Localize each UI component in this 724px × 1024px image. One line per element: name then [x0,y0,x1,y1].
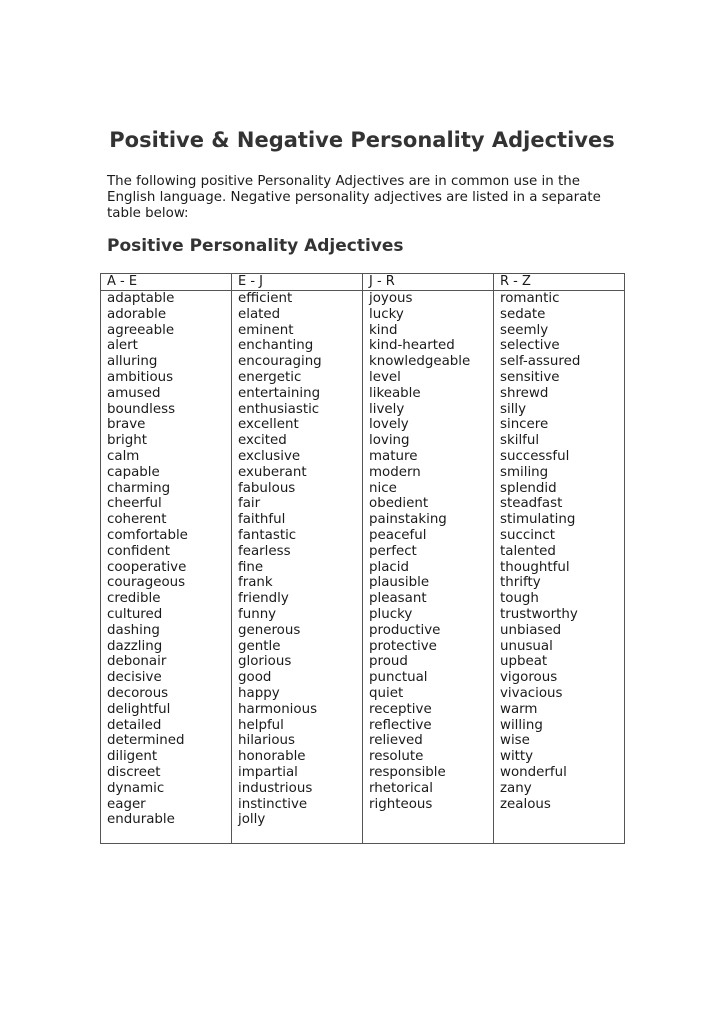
list-item: vigorous [500,670,558,686]
list-item: loving [369,433,410,449]
list-item: excellent [238,417,299,433]
list-item: upbeat [500,654,548,670]
list-item: brave [107,417,146,433]
list-item: alert [107,338,138,354]
list-item: silly [500,401,527,417]
list-item: funny [238,606,277,622]
list-item: vivacious [500,685,563,701]
list-item: amused [107,385,161,401]
list-item: coherent [107,512,167,528]
list-item: tough [500,591,539,607]
list-item: modern [369,464,421,480]
list-item: talented [500,543,556,559]
list-item: knowledgeable [369,354,471,370]
column-header-r-z: R - Z [494,274,625,291]
list-item: entertaining [238,385,321,401]
list-item: stimulating [500,512,576,528]
intro-paragraph: The following positive Personality Adjectives are in common use in the English language. Negative personality adjectives are listed in a separate table below: [107,174,601,221]
list-item: unbiased [500,622,562,638]
list-item: boundless [107,401,176,417]
list-item: hilarious [238,733,296,749]
list-item: alluring [107,354,158,370]
list-item: encouraging [238,354,322,370]
list-item: mature [369,448,418,464]
column-cell-a-e [101,291,232,844]
list-item: efficient [238,291,293,306]
list-item: pleasant [369,591,427,607]
table-body-row [101,291,625,844]
list-item: resolute [369,749,424,765]
list-item: self-assured [500,354,581,370]
list-item: adaptable [107,291,175,306]
list-item: fine [238,559,264,575]
table-header-row [101,274,625,291]
list-item: protective [369,638,437,654]
list-item: quiet [369,685,404,701]
list-item: proud [369,654,408,670]
list-item: sincere [500,417,549,433]
adjectives-table [100,273,625,844]
list-item: exclusive [238,448,301,464]
list-item: peaceful [369,527,427,543]
list-item: painstaking [369,512,447,528]
list-item: zany [500,780,532,796]
list-item: exuberant [238,464,307,480]
list-item: splendid [500,480,557,496]
list-item: kind [369,322,398,338]
column-header-j-r: J - R [363,274,494,291]
list-item: courageous [107,575,186,591]
list-item: good [238,670,272,686]
list-item: placid [369,559,410,575]
list-item: witty [500,749,534,765]
list-item: adorable [107,306,167,322]
list-item: comfortable [107,527,188,543]
list-item: happy [238,685,280,701]
list-item: elated [238,306,281,322]
list-item: eminent [238,322,294,338]
list-item: cultured [107,606,163,622]
list-item: cheerful [107,496,162,512]
list-item: excited [238,433,287,449]
list-item: punctual [369,670,428,686]
list-item: successful [500,448,570,464]
list-item: capable [107,464,160,480]
list-item: reflective [369,717,432,733]
list-item: plausible [369,575,430,591]
list-item: plucky [369,606,413,622]
list-item: fair [238,496,261,512]
list-item: jolly [238,812,266,828]
list-item: debonair [107,654,167,670]
list-item: sedate [500,306,546,322]
list-item: industrious [238,780,313,796]
list-item: impartial [238,764,298,780]
list-item: dynamic [107,780,165,796]
column-cell-e-j [232,291,363,844]
list-item: shrewd [500,385,549,401]
column-header-a-e: A - E [101,274,232,291]
list-item: gentle [238,638,281,654]
list-item: agreeable [107,322,175,338]
list-item: frank [238,575,273,591]
word-list [500,291,624,812]
list-item: honorable [238,749,306,765]
list-item: selective [500,338,560,354]
list-item: wonderful [500,764,567,780]
list-item: joyous [369,291,413,306]
list-item: seemly [500,322,549,338]
list-item: trustworthy [500,606,578,622]
list-item: harmonious [238,701,318,717]
list-item: credible [107,591,161,607]
column-cell-j-r [363,291,494,844]
list-item: calm [107,448,140,464]
column-header-e-j: E - J [232,274,363,291]
page-title: Positive & Negative Personality Adjectives [109,128,615,152]
list-item: bright [107,433,147,449]
list-item: wise [500,733,530,749]
list-item: confident [107,543,170,559]
list-item: sensitive [500,369,560,385]
list-item: level [369,369,401,385]
list-item: glorious [238,654,292,670]
list-item: determined [107,733,185,749]
list-item: energetic [238,369,302,385]
list-item: rhetorical [369,780,433,796]
list-item: receptive [369,701,432,717]
list-item: delightful [107,701,171,717]
list-item: lively [369,401,405,417]
list-item: faithful [238,512,286,528]
list-item: thrifty [500,575,541,591]
list-item: obedient [369,496,429,512]
list-item: perfect [369,543,417,559]
list-item: dashing [107,622,160,638]
list-item: friendly [238,591,289,607]
list-item: enthusiastic [238,401,320,417]
list-item: nice [369,480,397,496]
list-item: cooperative [107,559,187,575]
list-item: lovely [369,417,409,433]
list-item: unusual [500,638,553,654]
list-item: thoughtful [500,559,570,575]
list-item: relieved [369,733,423,749]
list-item: fantastic [238,527,297,543]
list-item: lucky [369,306,404,322]
list-item: ambitious [107,369,174,385]
word-list [107,291,231,828]
list-item: fearless [238,543,291,559]
list-item: decorous [107,685,169,701]
list-item: eager [107,796,146,812]
list-item: willing [500,717,543,733]
list-item: charming [107,480,171,496]
list-item: righteous [369,796,433,812]
list-item: endurable [107,812,175,828]
list-item: diligent [107,749,158,765]
list-item: discreet [107,764,161,780]
list-item: generous [238,622,301,638]
list-item: responsible [369,764,446,780]
list-item: steadfast [500,496,563,512]
list-item: instinctive [238,796,308,812]
list-item: succinct [500,527,556,543]
list-item: helpful [238,717,284,733]
section-heading: Positive Personality Adjectives [107,236,404,256]
list-item: smiling [500,464,549,480]
list-item: fabulous [238,480,296,496]
list-item: warm [500,701,538,717]
list-item: detailed [107,717,162,733]
list-item: skilful [500,433,540,449]
list-item: dazzling [107,638,163,654]
word-list [238,291,362,828]
word-list [369,291,493,812]
list-item: productive [369,622,441,638]
list-item: enchanting [238,338,314,354]
column-cell-r-z [494,291,625,844]
list-item: likeable [369,385,421,401]
list-item: kind-hearted [369,338,455,354]
list-item: decisive [107,670,162,686]
list-item: romantic [500,291,560,306]
list-item: zealous [500,796,551,812]
